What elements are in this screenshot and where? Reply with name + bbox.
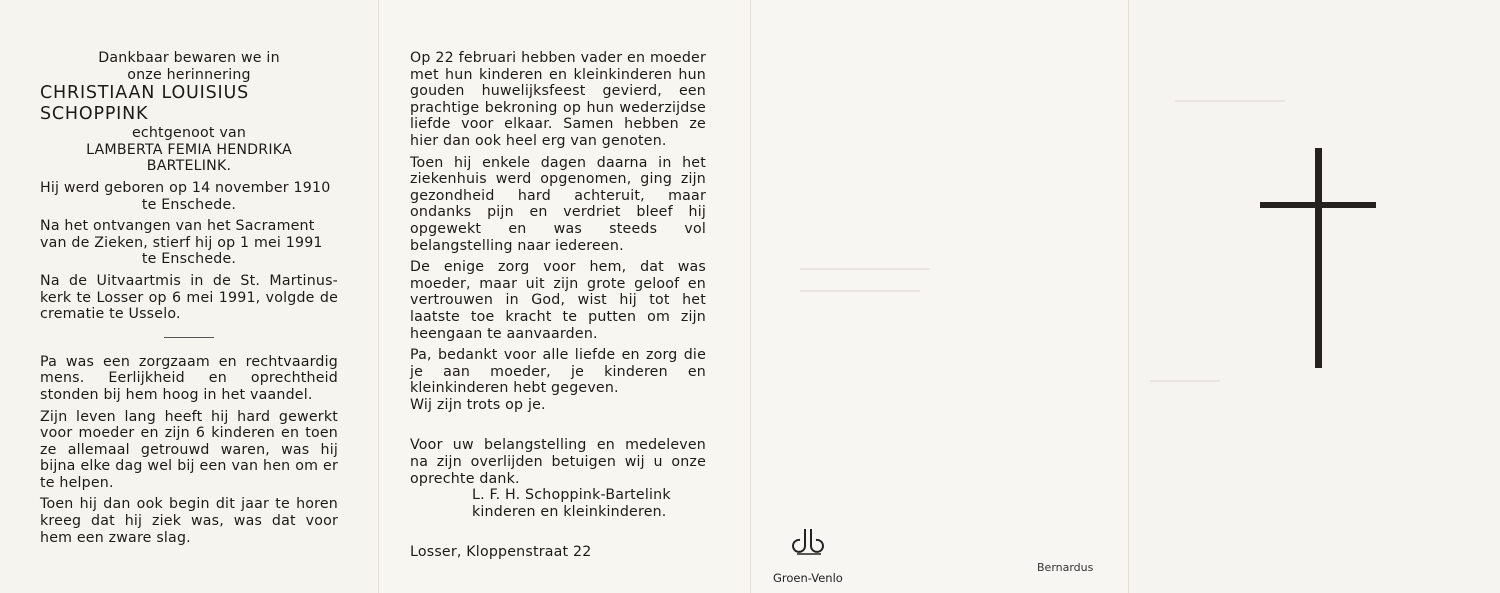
tribute-paragraph: Op 22 februari hebben vader en moeder met hun kinderen en kleinkinderen hun gouden huwelijksfeest gevierd, een prachtige bekroning op hun wederzijdse liefde voor elkaar. Samen hebben ze hier dan ook heel erg van genoten. — [410, 50, 706, 149]
birth-line: Hij werd geboren op 14 november 1910 — [40, 179, 331, 196]
signature: L. F. H. Schoppink-Bartelink — [472, 487, 671, 504]
death-line: van de Zieken, stierf hij op 1 mei 1991 — [40, 234, 323, 251]
printer-name: Groen-Venlo — [773, 571, 843, 585]
intro-line: Dankbaar bewaren we in — [98, 50, 280, 66]
spouse-name: LAMBERTA FEMIA HENDRIKA — [86, 141, 292, 158]
panel-right — [1128, 0, 1500, 593]
tribute-paragraph: De enige zorg voor hem, dat was moeder, maar uit zijn grote geloof en vertrouwen in God, wist hij tot het laatste toe kracht te putten om zijn heengaan te aanvaarden. — [410, 259, 706, 342]
show-through — [800, 268, 930, 270]
tribute-paragraph: Toen hij dan ook begin dit jaar te horen kreeg dat hij ziek was, was dat voor hem een zware slag. — [40, 496, 338, 546]
publisher-name: Bernardus — [1037, 561, 1094, 574]
panel-center-right — [750, 0, 1128, 593]
tribute-paragraph: Toen hij enkele dagen daarna in het ziekenhuis werd opgenomen, ging zijn gezondheid hard achteruit, maar ondanks pijn en verdriet bleef hij opgewekt en was steeds vol belangstelling naar iedereen. — [410, 154, 706, 254]
right-column — [410, 50, 706, 561]
signature: kinderen en kleinkinderen. — [472, 503, 667, 520]
printer-logo-icon — [792, 526, 826, 560]
deceased-surname: SCHOPPINK — [40, 104, 149, 125]
address: Losser, Kloppenstraat 22 — [410, 544, 592, 561]
show-through — [1175, 100, 1285, 102]
spouse-name: BARTELINK. — [146, 158, 232, 175]
thanks-text: Voor uw belangstelling en medeleven na zijn overlijden betuigen wij u onze oprechte dank. — [410, 437, 706, 487]
spouse-prefix: echtgenoot van — [131, 125, 247, 142]
fold-line — [750, 0, 751, 593]
tribute-closing: Wij zijn trots op je. — [410, 396, 546, 413]
show-through — [1150, 380, 1220, 382]
death-line: Na het ontvangen van het Sacrament — [40, 218, 315, 235]
intro-line: onze herinnering — [127, 66, 251, 83]
deceased-name: CHRISTIAAN LOUISIUS — [40, 83, 249, 104]
fold-line — [1128, 0, 1129, 593]
tribute-paragraph: Pa was een zorgzaam en rechtvaardig mens. Eerlijkheid en oprechtheid stonden bij hem hoog in het vaandel. — [40, 353, 338, 403]
fold-line — [378, 0, 379, 593]
funeral-text: Na de Uitvaartmis in de St. Martinus-kerk te Losser op 6 mei 1991, volgde de crematie te Usselo. — [40, 272, 338, 323]
tribute-paragraph: Pa, bedankt voor alle liefde en zorg die je aan moeder, je kinderen en kleinkinderen hebt gegeven. — [410, 347, 706, 397]
separator — [164, 337, 214, 338]
birth-place: te Enschede. — [141, 196, 237, 213]
left-column — [40, 50, 338, 546]
death-place: te Enschede. — [141, 251, 237, 268]
show-through — [800, 290, 920, 292]
tribute-paragraph: Zijn leven lang heeft hij hard gewerkt voor moeder en zijn 6 kinderen en toen ze allemaal getrouwd waren, was hij bijna elke dag wel bij een van hen om er te helpen. — [40, 408, 338, 491]
